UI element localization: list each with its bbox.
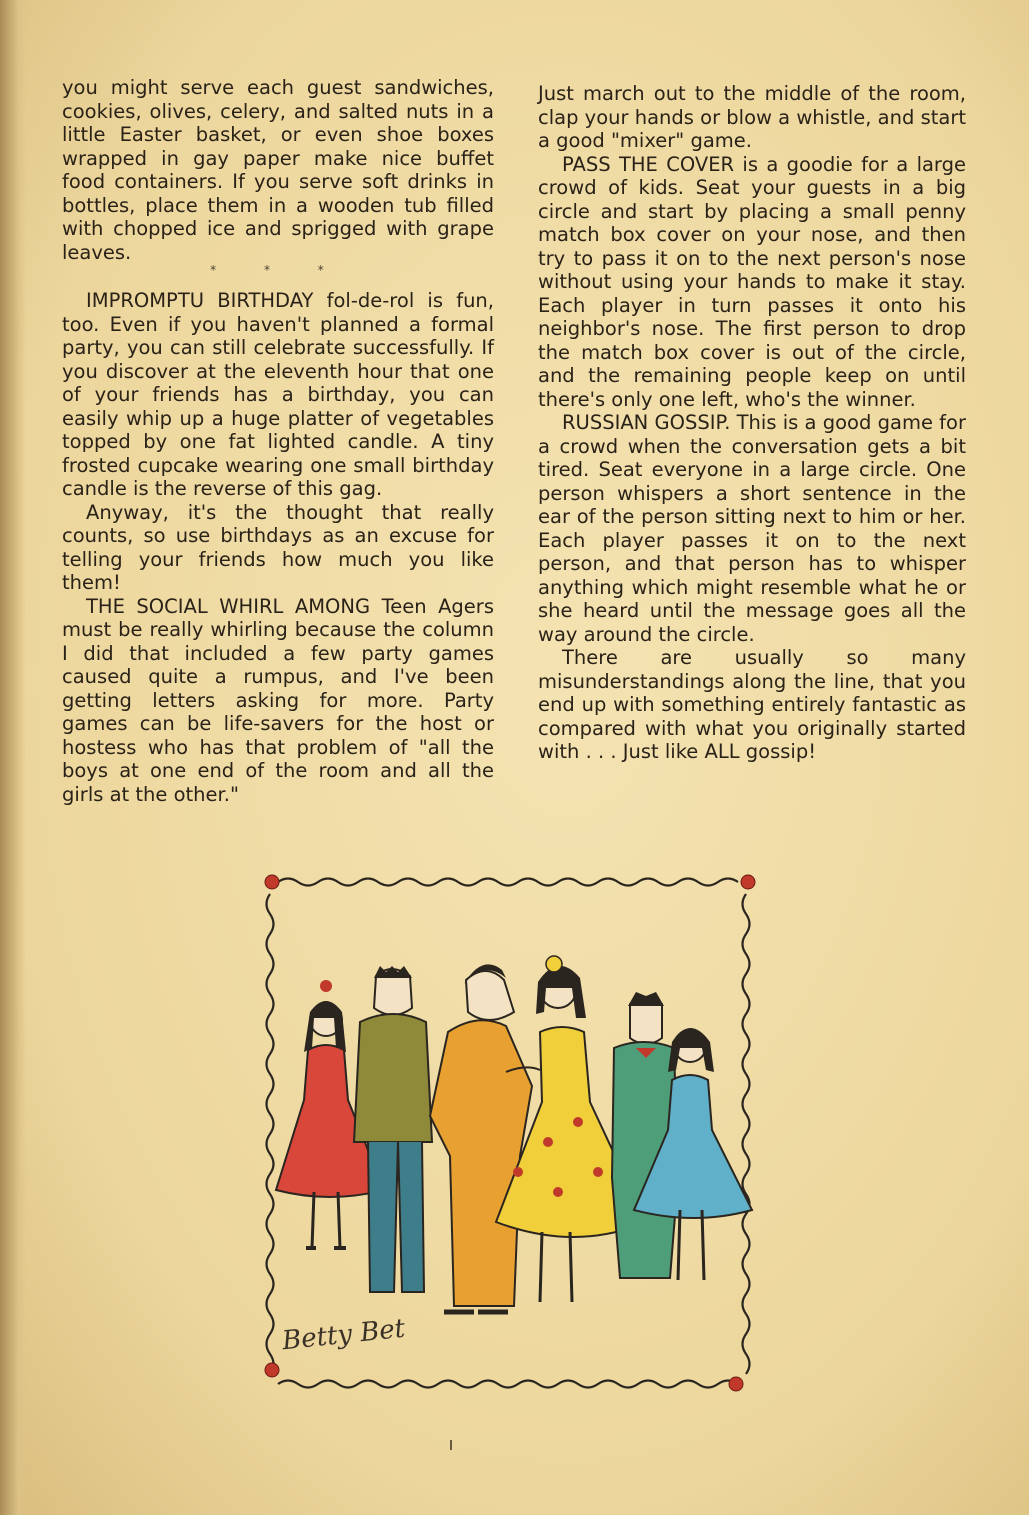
paragraph-conclusion: There are usually so many misunderstandings along the line, that you end up with something entirely fantastic as compared with what you originally started with . . . Just like ALL gossip!	[538, 646, 966, 763]
party-illustration	[258, 872, 760, 1396]
boy-olive-sweater	[354, 966, 432, 1292]
paragraph-anyway: Anyway, it's the thought that really counts, so use birthdays as an excuse for telling your friends how much you like them!	[62, 500, 494, 594]
paragraph-pass-the-cover: PASS THE COVER is a goodie for a large crowd of kids. Seat your guests in a big circle and start by placing a small penny match box cover on your nose, and then try to pass it on to the next person's nose without using your hands to make it stay. Each player in turn passes it onto his neighbor's nose. The first person to drop the match box cover is out of the circle, and the remaining people keep on until there's only one left, who's the winner.	[538, 152, 966, 411]
artist-signature: Betty Bet	[280, 1313, 407, 1357]
paragraph-impromptu-birthday: IMPROMPTU BIRTHDAY fol-de-rol is fun, too. Even if you haven't planned a formal party, you can still celebrate successfully. If you discover at the eleventh hour that one of your friends has a birthday, you can easily whip up a huge platter of vegetables topped by one fat lighted candle. A tiny frosted cupcake wearing one small birthday candle is the reverse of this gag.	[62, 289, 494, 500]
page-gutter	[0, 0, 26, 1515]
paragraph-mixer: Just march out to the middle of the room, clap your hands or blow a whistle, and start a good "mixer" game.	[538, 82, 966, 152]
paragraph-social-whirl: THE SOCIAL WHIRL AMONG Teen Agers must be really whirling because the column I did that included a few party games caused quite a rumpus, and I've been getting letters asking for more. Party games can be life-savers for the host or hostess who has that problem of "all the boys at one end of the room and all the girls at the other."	[62, 594, 494, 806]
man-orange-suit	[430, 964, 540, 1312]
article-right-column	[538, 82, 966, 764]
paragraph-food-serving: you might serve each guest sandwiches, cookies, olives, celery, and salted nuts in a little Easter basket, or even shoe boxes wrapped in gay paper make nice buffet food containers. If you serve soft drinks in bottles, place them in a wooden tub filled with chopped ice and sprigged with grape leaves.	[62, 76, 494, 264]
page-mark	[450, 1440, 452, 1450]
illustration-svg	[258, 872, 760, 1396]
article-left-column	[62, 76, 494, 806]
section-separator: * * *	[210, 263, 346, 277]
paragraph-russian-gossip: RUSSIAN GOSSIP. This is a good game for a crowd when the conversation gets a bit tired. Seat everyone in a large circle. One person whispers a short sentence in the ear of the person sitting next to him or her. Each player passes it on to the next person, and that person has to whisper anything which might resemble what he or she heard until the message goes all the way around the circle.	[538, 411, 966, 646]
